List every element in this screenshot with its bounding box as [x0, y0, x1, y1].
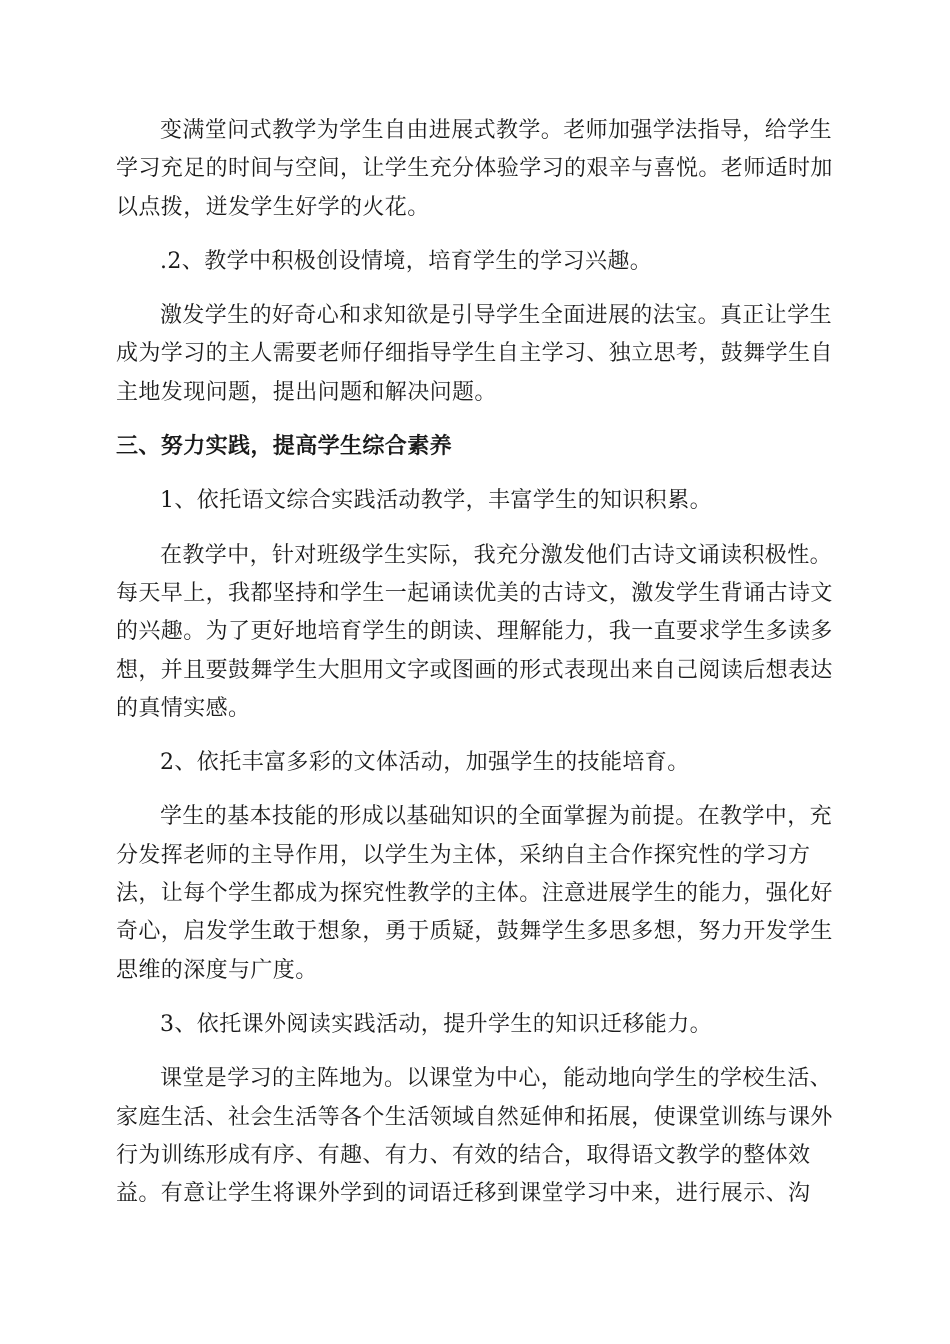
- text-line: 想，并且要鼓舞学生大胆用文字或图画的形式表现出来自己阅读后想表达: [116, 657, 833, 683]
- text-line: 每天早上，我都坚持和学生一起诵读优美的古诗文，激发学生背诵古诗文: [116, 580, 833, 606]
- text-line: 的真情实感。: [116, 695, 251, 721]
- paragraph: [116, 112, 834, 227]
- paragraph: [116, 1060, 834, 1213]
- text-line: 益。有意让学生将课外学到的词语迁移到课堂学习中来，进行展示、沟: [116, 1181, 811, 1207]
- text-line: 学生的基本技能的形成以基础知识的全面掌握为前提。在教学中，充: [160, 804, 833, 830]
- text-line: 3、依托课外阅读实践活动，提升学生的知识迁移能力。: [160, 1011, 712, 1037]
- paragraph: [116, 297, 834, 412]
- paragraph: [116, 798, 834, 989]
- text-line: 激发学生的好奇心和求知欲是引导学生全面进展的法宝。真正让学生: [160, 303, 833, 329]
- subheading-item: [116, 744, 834, 782]
- text-line: 成为学习的主人需要老师仔细指导学生自主学习、独立思考，鼓舞学生自: [116, 341, 833, 367]
- text-line: 主地发现问题，提出问题和解决问题。: [116, 379, 497, 405]
- text-line: 课堂是学习的主阵地为。以课堂为中心，能动地向学生的学校生活、: [160, 1066, 833, 1092]
- subheading-item: [116, 482, 834, 520]
- text-line: 法，让每个学生都成为探究性教学的主体。注意进展学生的能力，强化好: [116, 881, 833, 907]
- text-line: 以点拨，迸发学生好学的火花。: [116, 194, 430, 220]
- text-line: 分发挥老师的主导作用，以学生为主体，采纳自主合作探究性的学习方: [116, 842, 811, 868]
- subheading-item: [116, 243, 834, 281]
- text-line: 变满堂问式教学为学生自由进展式教学。老师加强学法指导，给学生: [160, 118, 833, 143]
- text-line: 行为训练形成有序、有趣、有力、有效的结合，取得语文教学的整体效: [116, 1142, 811, 1168]
- text-line: 奇心，启发学生敢于想象，勇于质疑，鼓舞学生多思多想，努力开发学生: [116, 919, 833, 945]
- document-page: [116, 112, 834, 1229]
- paragraph: [116, 537, 834, 728]
- text-line: 1、依托语文综合实践活动教学，丰富学生的知识积累。: [160, 488, 712, 514]
- section-heading: 三、努力实践，提高学生综合素养: [116, 434, 453, 460]
- text-line: 在教学中，针对班级学生实际，我充分激发他们古诗文诵读积极性。: [160, 542, 833, 568]
- text-line: 的兴趣。为了更好地培育学生的朗读、理解能力，我一直要求学生多读多: [116, 619, 833, 645]
- text-line: .2、教学中积极创设情境，培育学生的学习兴趣。: [160, 248, 653, 274]
- text-line: 思维的深度与广度。: [116, 957, 318, 983]
- subheading-item: [116, 1006, 834, 1044]
- text-line: 家庭生活、社会生活等各个生活领域自然延伸和拓展，使课堂训练与课外: [116, 1104, 833, 1130]
- text-line: 学习充足的时间与空间，让学生充分体验学习的艰辛与喜悦。老师适时加: [116, 156, 833, 182]
- text-line: 2、依托丰富多彩的文体活动，加强学生的技能培育。: [160, 750, 690, 776]
